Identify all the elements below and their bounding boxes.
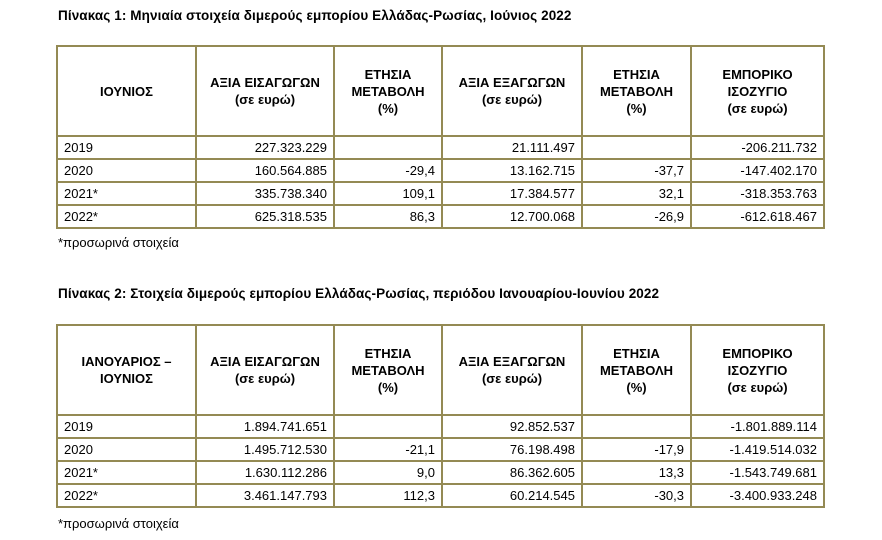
table-2-footnote: *προσωρινά στοιχεία: [58, 516, 179, 531]
year-cell: 2019: [57, 136, 196, 159]
exports-change-cell: -30,3: [582, 484, 691, 507]
balance-cell: -612.618.467: [691, 205, 824, 228]
table-row: [57, 415, 824, 438]
header-text: ΜΕΤΑΒΟΛΗ: [351, 362, 425, 378]
header-text: ΙΟΥΝΙΟΣ: [100, 83, 153, 99]
table-1-col-month: [57, 46, 196, 136]
table-2: [56, 324, 825, 508]
imports-change-cell: 9,0: [334, 461, 442, 484]
imports-cell: 227.323.229: [196, 136, 334, 159]
header-text: ΜΕΤΑΒΟΛΗ: [599, 83, 674, 99]
imports-cell: 160.564.885: [196, 159, 334, 182]
table-1-col-exports-change: [582, 46, 691, 136]
table-row: [57, 159, 824, 182]
header-unit: (%): [377, 100, 399, 116]
header-unit: (%): [626, 100, 647, 116]
balance-cell: -1.543.749.681: [691, 461, 824, 484]
header-text: ΑΞΙΑ ΕΙΣΑΓΩΓΩΝ: [210, 75, 320, 90]
header-unit: (σε ευρώ): [234, 92, 296, 107]
exports-change-cell: [582, 136, 691, 159]
header-text: ΙΑΝΟΥΑΡΙΟΣ –: [81, 354, 172, 369]
header-unit: (σε ευρώ): [727, 379, 788, 395]
header-text: ΕΤΗΣΙΑ: [613, 66, 660, 82]
table-row: [57, 438, 824, 461]
header-unit: (σε ευρώ): [481, 371, 543, 386]
exports-cell: 12.700.068: [442, 205, 582, 228]
table-1-title: Πίνακας 1: Μηνιαία στοιχεία διμερούς εμπορίου Ελλάδας-Ρωσίας, Ιούνιος 2022: [58, 8, 572, 23]
table-row: [57, 484, 824, 507]
imports-change-cell: -29,4: [334, 159, 442, 182]
table-2-col-exports: [442, 325, 582, 415]
header-text: ΙΣΟΖΥΓΙΟ: [727, 83, 788, 99]
header-unit: (σε ευρώ): [234, 371, 296, 386]
table-1-footnote: *προσωρινά στοιχεία: [58, 235, 179, 250]
header-text: ΕΜΠΟΡΙΚΟ: [722, 345, 793, 361]
balance-cell: -1.801.889.114: [691, 415, 824, 438]
imports-change-cell: 109,1: [334, 182, 442, 205]
balance-cell: -318.353.763: [691, 182, 824, 205]
exports-change-cell: 32,1: [582, 182, 691, 205]
header-text: ΜΕΤΑΒΟΛΗ: [599, 362, 674, 378]
balance-cell: -206.211.732: [691, 136, 824, 159]
imports-change-cell: [334, 415, 442, 438]
exports-change-cell: -17,9: [582, 438, 691, 461]
year-cell: 2022*: [57, 205, 196, 228]
header-text: ΑΞΙΑ ΕΙΣΑΓΩΓΩΝ: [210, 354, 320, 369]
table-row: [57, 182, 824, 205]
balance-cell: -3.400.933.248: [691, 484, 824, 507]
exports-change-cell: -37,7: [582, 159, 691, 182]
header-text: ΕΤΗΣΙΑ: [364, 345, 412, 361]
exports-cell: 13.162.715: [442, 159, 582, 182]
table-row: [57, 205, 824, 228]
exports-change-cell: [582, 415, 691, 438]
table-2-title: Πίνακας 2: Στοιχεία διμερούς εμπορίου Ελλάδας-Ρωσίας, περιόδου Ιανουαρίου-Ιουνίου 2022: [58, 286, 660, 301]
year-cell: 2021*: [57, 182, 196, 205]
table-1-col-exports: [442, 46, 582, 136]
imports-cell: 335.738.340: [196, 182, 334, 205]
table-2-col-imports: [196, 325, 334, 415]
exports-cell: 92.852.537: [442, 415, 582, 438]
balance-cell: -147.402.170: [691, 159, 824, 182]
header-text: ΕΤΗΣΙΑ: [364, 66, 412, 82]
year-cell: 2020: [57, 159, 196, 182]
table-1-col-balance: [691, 46, 824, 136]
header-text: ΙΟΥΝΙΟΣ: [100, 371, 153, 386]
exports-cell: 17.384.577: [442, 182, 582, 205]
imports-cell: 625.318.535: [196, 205, 334, 228]
table-2-col-period: [57, 325, 196, 415]
header-text: ΜΕΤΑΒΟΛΗ: [351, 83, 425, 99]
year-cell: 2019: [57, 415, 196, 438]
header-text: ΙΣΟΖΥΓΙΟ: [727, 362, 788, 378]
year-cell: 2020: [57, 438, 196, 461]
year-cell: 2021*: [57, 461, 196, 484]
balance-cell: -1.419.514.032: [691, 438, 824, 461]
table-1-col-imports: [196, 46, 334, 136]
imports-change-cell: -21,1: [334, 438, 442, 461]
imports-cell: 1.894.741.651: [196, 415, 334, 438]
table-2-col-exports-change: [582, 325, 691, 415]
table-row: [57, 136, 824, 159]
header-text: ΑΞΙΑ ΕΞΑΓΩΓΩΝ: [458, 354, 566, 369]
header-unit: (σε ευρώ): [481, 92, 543, 107]
imports-cell: 1.495.712.530: [196, 438, 334, 461]
table-2-header-row: [57, 325, 824, 415]
imports-change-cell: 112,3: [334, 484, 442, 507]
exports-cell: 76.198.498: [442, 438, 582, 461]
imports-cell: 1.630.112.286: [196, 461, 334, 484]
table-row: [57, 461, 824, 484]
exports-cell: 86.362.605: [442, 461, 582, 484]
exports-change-cell: 13,3: [582, 461, 691, 484]
exports-cell: 60.214.545: [442, 484, 582, 507]
header-text: ΑΞΙΑ ΕΞΑΓΩΓΩΝ: [458, 75, 566, 90]
imports-change-cell: [334, 136, 442, 159]
imports-change-cell: 86,3: [334, 205, 442, 228]
exports-change-cell: -26,9: [582, 205, 691, 228]
header-unit: (σε ευρώ): [727, 100, 788, 116]
table-2-col-balance: [691, 325, 824, 415]
table-1: [56, 45, 825, 229]
year-cell: 2022*: [57, 484, 196, 507]
table-1-header-row: [57, 46, 824, 136]
header-text: ΕΜΠΟΡΙΚΟ: [722, 66, 793, 82]
table-2-col-imports-change: [334, 325, 442, 415]
header-unit: (%): [626, 379, 647, 395]
exports-cell: 21.111.497: [442, 136, 582, 159]
header-text: ΕΤΗΣΙΑ: [613, 345, 660, 361]
imports-cell: 3.461.147.793: [196, 484, 334, 507]
table-1-col-imports-change: [334, 46, 442, 136]
header-unit: (%): [377, 379, 399, 395]
